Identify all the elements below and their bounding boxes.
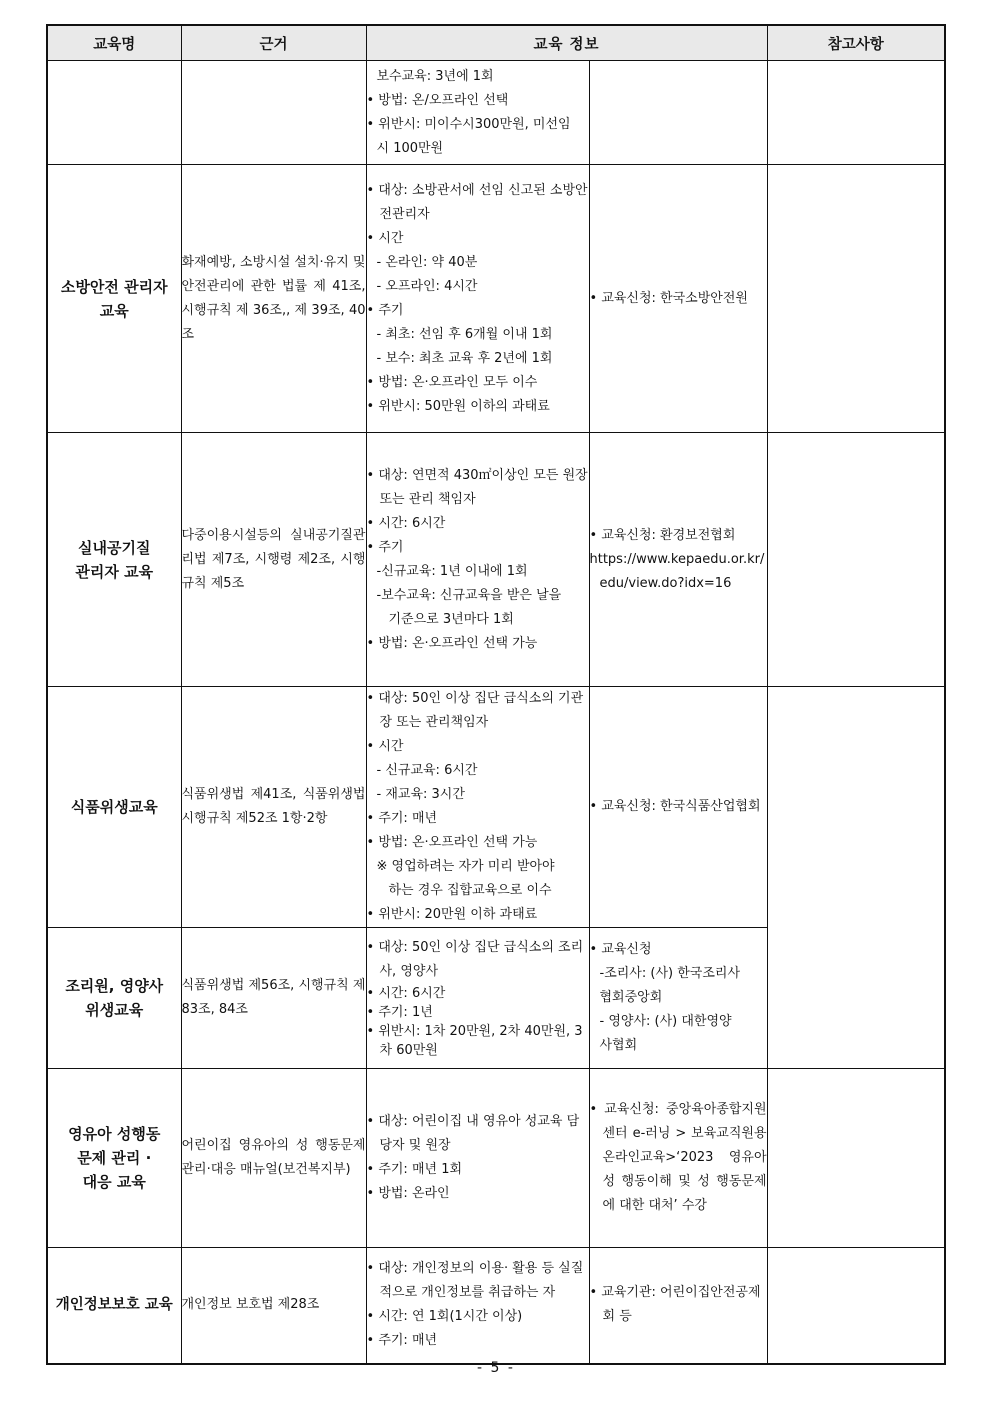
- detail-line: • 시간: [367, 735, 589, 759]
- apply-cell: [589, 1069, 767, 1248]
- detail-line: • 위반시: 50만원 이하의 과태료: [367, 395, 589, 419]
- detail-line: • 방법: 온·오프라인 선택 가능: [367, 632, 589, 656]
- detail-line: • 주기: 매년 1회: [367, 1158, 589, 1182]
- detail-line: • 방법: 온·오프라인 모두 이수: [367, 371, 589, 395]
- table-row: [47, 165, 945, 433]
- header-row: [47, 25, 945, 61]
- apply-line: • 교육신청: 한국식품산업협회: [590, 795, 767, 819]
- detail-line: • 주기: 매년: [367, 807, 589, 831]
- edu-name-cell: [47, 165, 181, 433]
- detail-line: • 방법: 온라인: [367, 1182, 589, 1206]
- apply-cell: [589, 1248, 767, 1364]
- ref-cell: [767, 61, 945, 165]
- edu-name-line: 관리자 교육: [75, 562, 154, 581]
- table-row: [47, 1069, 945, 1248]
- basis-cell: 식품위생법 제41조, 식품위생법 시행규칙 제52조 1항·2항: [181, 687, 366, 928]
- detail-line: • 시간: 6시간: [367, 984, 589, 1003]
- detail-line: - 오프라인: 4시간: [376, 278, 478, 294]
- detail-line: ※ 영업하려는 자가 미리 받아야: [376, 859, 555, 874]
- detail-cell: [366, 433, 589, 687]
- detail-cell: [366, 1069, 589, 1248]
- edu-name-cell: [47, 433, 181, 687]
- apply-line: -조리사: (사) 한국조리사: [599, 966, 741, 981]
- detail-line: • 위반시: 미이수시300만원, 미선임: [366, 116, 571, 132]
- basis-cell: 어린이집 영유아의 성 행동문제 관리·대응 매뉴얼(보건복지부): [181, 1069, 366, 1248]
- table-row: [47, 1248, 945, 1364]
- edu-name-line: 조리원, 영양사: [65, 977, 164, 995]
- edu-name-line: 식품위생교육: [70, 798, 158, 816]
- detail-line: 시 100만원: [376, 140, 444, 156]
- detail-cell: [366, 61, 589, 165]
- edu-name-cell: [47, 687, 181, 928]
- apply-line: • 교육신청: [590, 938, 767, 962]
- apply-link[interactable]: edu/view.do?idx=16: [599, 575, 732, 591]
- ref-cell: [767, 687, 945, 1069]
- detail-line: • 대상: 어린이집 내 영유아 성교육 담당자 및 원장: [367, 1110, 589, 1158]
- apply-line: • 교육기관: 어린이집안전공제회 등: [590, 1281, 767, 1329]
- basis-cell: 화재예방, 소방시설 설치·유지 및 안전관리에 관한 법률 제 41조, 시행규칙 제 36조,, 제 39조, 40조: [181, 165, 366, 433]
- detail-line: - 재교육: 3시간: [376, 787, 465, 802]
- detail-cell: [366, 165, 589, 433]
- detail-line: • 대상: 50인 이상 집단 급식소의 기관장 또는 관리책임자: [367, 687, 589, 735]
- table-row: [47, 61, 945, 165]
- apply-line: • 교육신청: 중앙육아종합지원센터 e-러닝 > 보육교직원용 온라인교육>‘2023 영유아 성 행동이해 및 성 행동문제에 대한 대처’ 수강: [590, 1098, 767, 1218]
- edu-name-line: 위생교육: [85, 1001, 144, 1019]
- edu-name-line: 대응 교육: [82, 1173, 146, 1191]
- table-row: [47, 687, 945, 928]
- edu-name-line: 교육: [99, 301, 129, 320]
- ref-cell: [767, 433, 945, 687]
- basis-cell: 다중이용시설등의 실내공기질관리법 제7조, 시행령 제2조, 시행규칙 제5조: [181, 433, 366, 687]
- detail-line: -보수교육: 신규교육을 받은 날을: [376, 587, 562, 603]
- header-basis: 근거: [181, 25, 366, 61]
- detail-cell: [366, 928, 589, 1069]
- apply-line: 사협회: [599, 1038, 638, 1053]
- header-name: 교육명: [47, 25, 181, 61]
- ref-cell: [767, 1248, 945, 1364]
- detail-line: • 주기: 매년: [367, 1329, 589, 1353]
- detail-line: • 대상: 개인정보의 이용· 활용 등 실질적으로 개인정보를 취급하는 자: [367, 1257, 589, 1305]
- page-number: - 5 -: [477, 1360, 515, 1376]
- detail-line: • 대상: 연면적 430㎡이상인 모든 원장 또는 관리 책임자: [367, 464, 589, 512]
- edu-name-line: 문제 관리 ·: [77, 1149, 152, 1167]
- detail-line: • 방법: 온/오프라인 선택: [366, 92, 509, 108]
- detail-line: - 온라인: 약 40분: [376, 254, 478, 270]
- ref-cell: [767, 165, 945, 433]
- edu-name-cell: [47, 928, 181, 1069]
- detail-line: 기준으로 3년마다 1회: [388, 611, 514, 627]
- header-ref: 참고사항: [767, 25, 945, 61]
- apply-line: - 영양사: (사) 대한영양: [599, 1014, 732, 1029]
- apply-cell: [589, 433, 767, 687]
- ref-cell: [767, 1069, 945, 1248]
- detail-line: - 최초: 선임 후 6개월 이내 1회: [376, 326, 553, 342]
- detail-line: • 방법: 온·오프라인 선택 가능: [367, 831, 589, 855]
- detail-line: • 대상: 소방관서에 선임 신고된 소방안전관리자: [367, 179, 589, 227]
- detail-line: • 주기: 1년: [367, 1003, 589, 1022]
- header-info: 교육 정보: [366, 25, 767, 61]
- detail-line: - 보수: 최초 교육 후 2년에 1회: [376, 350, 553, 366]
- edu-name-cell: [47, 1069, 181, 1248]
- apply-cell: [589, 165, 767, 433]
- detail-line: 하는 경우 집합교육으로 이수: [388, 883, 552, 898]
- basis-cell: [181, 61, 366, 165]
- detail-line: • 주기: [367, 536, 589, 560]
- education-table: [46, 24, 946, 1365]
- detail-line: -신규교육: 1년 이내에 1회: [376, 563, 528, 579]
- edu-name-line: 실내공기질: [78, 538, 151, 557]
- apply-line: • 교육신청: 환경보전협회: [590, 524, 767, 548]
- table-row: [47, 433, 945, 687]
- apply-cell: [589, 61, 767, 165]
- detail-line: • 주기: [367, 299, 589, 323]
- edu-name-line: 개인정보보호 교육: [55, 1297, 173, 1314]
- apply-line: • 교육신청: 한국소방안전원: [590, 287, 767, 311]
- detail-cell: [366, 687, 589, 928]
- detail-cell: [366, 1248, 589, 1364]
- apply-cell: [589, 928, 767, 1069]
- detail-line: - 신규교육: 6시간: [376, 763, 478, 778]
- edu-name-cell: [47, 61, 181, 165]
- edu-name-cell: [47, 1248, 181, 1364]
- edu-name-line: 영유아 성행동: [68, 1125, 161, 1143]
- detail-line: 보수교육: 3년에 1회: [376, 68, 494, 84]
- detail-line: • 시간: [367, 227, 589, 251]
- apply-line: 협회중앙회: [599, 990, 663, 1005]
- apply-cell: [589, 687, 767, 928]
- detail-line: • 대상: 50인 이상 집단 급식소의 조리사, 영양사: [367, 936, 589, 984]
- detail-line: • 위반시: 20만원 이하 과태료: [367, 903, 589, 927]
- detail-line: • 위반시: 1차 20만원, 2차 40만원, 3차 60만원: [367, 1022, 589, 1060]
- basis-cell: 식품위생법 제56조, 시행규칙 제 83조, 84조: [181, 928, 366, 1069]
- detail-line: • 시간: 6시간: [367, 512, 589, 536]
- apply-link[interactable]: https://www.kepaedu.or.kr/: [589, 551, 765, 567]
- edu-name-line: 소방안전 관리자: [60, 277, 168, 296]
- basis-cell: 개인정보 보호법 제28조: [181, 1248, 366, 1364]
- detail-line: • 시간: 연 1회(1시간 이상): [367, 1305, 589, 1329]
